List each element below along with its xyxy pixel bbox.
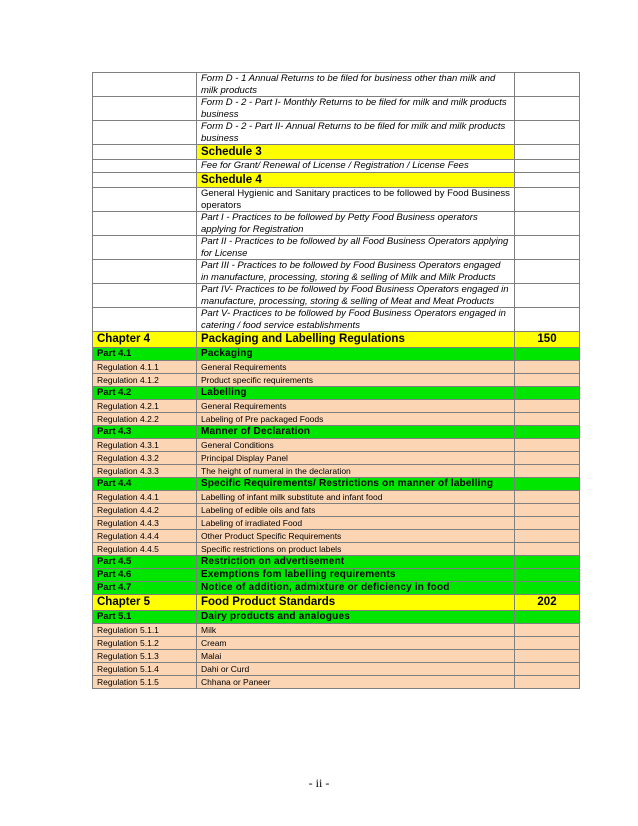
toc-page-cell <box>515 543 580 556</box>
toc-page-cell: 150 <box>515 332 580 348</box>
toc-title-cell: Dahi or Curd <box>197 663 515 676</box>
toc-title-cell: Form D - 1 Annual Returns to be filed for business other than milk and milk products <box>197 73 515 97</box>
page-number: - ii - <box>308 776 330 790</box>
toc-page-cell <box>515 400 580 413</box>
toc-page-cell <box>515 624 580 637</box>
toc-id-cell <box>93 145 197 160</box>
toc-row-sched-sub <box>93 160 580 173</box>
toc-title-cell: Malai <box>197 650 515 663</box>
toc-row-sched <box>93 145 580 160</box>
toc-row-part <box>93 478 580 491</box>
toc-row-reg <box>93 400 580 413</box>
toc-row-part <box>93 582 580 595</box>
toc-page-cell <box>515 569 580 582</box>
toc-id-cell: Regulation 4.3.2 <box>93 452 197 465</box>
toc-id-cell: Regulation 5.1.1 <box>93 624 197 637</box>
toc-title-cell: Packaging <box>197 348 515 361</box>
toc-title-cell: Fee for Grant/ Renewal of License / Registration / License Fees <box>197 160 515 173</box>
toc-row-reg <box>93 439 580 452</box>
toc-title-cell: General Hygienic and Sanitary practices to be followed by Food Business operators <box>197 188 515 212</box>
toc-title-cell: Exemptions fom labelling requirements <box>197 569 515 582</box>
toc-page-cell <box>515 478 580 491</box>
toc-title-cell: General Requirements <box>197 361 515 374</box>
toc-page-cell <box>515 348 580 361</box>
toc-id-cell: Regulation 4.2.2 <box>93 413 197 426</box>
toc-id-cell: Regulation 4.1.1 <box>93 361 197 374</box>
toc-page-cell <box>515 121 580 145</box>
toc-title-cell: Product specific requirements <box>197 374 515 387</box>
toc-id-cell <box>93 308 197 332</box>
toc-page-cell <box>515 97 580 121</box>
toc-title-cell: Manner of Declaration <box>197 426 515 439</box>
toc-title-cell: Part II - Practices to be followed by all Food Business Operators applying for License <box>197 236 515 260</box>
toc-id-cell: Regulation 4.4.4 <box>93 530 197 543</box>
toc-page-cell <box>515 413 580 426</box>
toc-row-reg <box>93 504 580 517</box>
toc-row-italic <box>93 236 580 260</box>
toc-row-reg <box>93 624 580 637</box>
toc-page-cell <box>515 637 580 650</box>
toc-id-cell: Regulation 4.3.3 <box>93 465 197 478</box>
toc-title-cell: Restriction on advertisement <box>197 556 515 569</box>
toc-page-cell <box>515 582 580 595</box>
toc-page-cell <box>515 663 580 676</box>
toc-row-reg <box>93 361 580 374</box>
toc-row-italic <box>93 284 580 308</box>
toc-id-cell: Regulation 4.3.1 <box>93 439 197 452</box>
toc-id-cell: Regulation 4.4.2 <box>93 504 197 517</box>
toc-page-cell <box>515 556 580 569</box>
toc-row-chapter <box>93 595 580 611</box>
toc-page-cell <box>515 504 580 517</box>
toc-title-cell: Labeling of irradiated Food <box>197 517 515 530</box>
toc-title-cell: Labelling of infant milk substitute and infant food <box>197 491 515 504</box>
toc-id-cell: Part 4.4 <box>93 478 197 491</box>
toc-title-cell: Notice of addition, admixture or deficiency in food <box>197 582 515 595</box>
toc-id-cell: Regulation 5.1.3 <box>93 650 197 663</box>
toc-page-cell <box>515 676 580 689</box>
toc-page-cell <box>515 188 580 212</box>
toc-page-cell <box>515 611 580 624</box>
toc-page-cell <box>515 374 580 387</box>
toc-title-cell: Part I - Practices to be followed by Petty Food Business operators applying for Registration <box>197 212 515 236</box>
toc-title-cell: Packaging and Labelling Regulations <box>197 332 515 348</box>
toc-row-italic <box>93 260 580 284</box>
toc-title-cell: Part V- Practices to be followed by Food Business Operators engaged in catering / food service establishments <box>197 308 515 332</box>
toc-row-part <box>93 569 580 582</box>
toc-title-cell: Food Product Standards <box>197 595 515 611</box>
toc-row-reg <box>93 491 580 504</box>
toc-title-cell: Form D - 2 - Part II- Annual Returns to be filed for milk and milk products business <box>197 121 515 145</box>
toc-title-cell: Labeling of edible oils and fats <box>197 504 515 517</box>
toc-row-reg <box>93 452 580 465</box>
toc-id-cell <box>93 121 197 145</box>
toc-page-cell <box>515 73 580 97</box>
toc-title-cell: Part III - Practices to be followed by Food Business Operators engaged in manufacture, processing, storing & selling of Milk and Milk Products <box>197 260 515 284</box>
toc-id-cell: Part 4.6 <box>93 569 197 582</box>
toc-id-cell: Regulation 5.1.4 <box>93 663 197 676</box>
toc-page-cell <box>515 452 580 465</box>
toc-title-cell: Form D - 2 - Part I- Monthly Returns to be filed for milk and milk products business <box>197 97 515 121</box>
toc-id-cell <box>93 188 197 212</box>
toc-row-reg <box>93 465 580 478</box>
toc-page-cell <box>515 212 580 236</box>
toc-title-cell: Dairy products and analogues <box>197 611 515 624</box>
toc-title-cell: Principal Display Panel <box>197 452 515 465</box>
toc-page-cell <box>515 308 580 332</box>
toc-id-cell: Regulation 5.1.2 <box>93 637 197 650</box>
toc-id-cell: Part 4.7 <box>93 582 197 595</box>
toc-id-cell: Regulation 4.1.2 <box>93 374 197 387</box>
toc-row-italic <box>93 308 580 332</box>
toc-row-part <box>93 556 580 569</box>
toc-id-cell: Part 4.2 <box>93 387 197 400</box>
toc-row-reg <box>93 374 580 387</box>
toc-page-cell <box>515 650 580 663</box>
toc-title-cell: Milk <box>197 624 515 637</box>
toc-row-sched <box>93 173 580 188</box>
toc-title-cell: Specific Requirements/ Restrictions on manner of labelling <box>197 478 515 491</box>
toc-title-cell: Other Product Specific Requirements <box>197 530 515 543</box>
toc-id-cell <box>93 73 197 97</box>
toc-page-cell <box>515 284 580 308</box>
toc-title-cell: Cream <box>197 637 515 650</box>
toc-id-cell <box>93 284 197 308</box>
toc-body <box>93 73 580 689</box>
toc-row-reg <box>93 517 580 530</box>
toc-title-cell: Labeling of Pre packaged Foods <box>197 413 515 426</box>
toc-table <box>92 72 580 689</box>
toc-title-cell: General Requirements <box>197 400 515 413</box>
toc-row-reg <box>93 650 580 663</box>
toc-id-cell: Chapter 4 <box>93 332 197 348</box>
toc-title-cell: Part IV- Practices to be followed by Food Business Operators engaged in manufacture, processing, storing & selling of Meat and Meat Products <box>197 284 515 308</box>
toc-title-cell: Chhana or Paneer <box>197 676 515 689</box>
toc-row-part <box>93 348 580 361</box>
toc-id-cell: Regulation 4.4.1 <box>93 491 197 504</box>
toc-page-cell <box>515 491 580 504</box>
toc-page-cell <box>515 145 580 160</box>
toc-id-cell <box>93 173 197 188</box>
toc-title-cell: General Conditions <box>197 439 515 452</box>
toc-title-cell: The height of numeral in the declaration <box>197 465 515 478</box>
toc-id-cell <box>93 212 197 236</box>
toc-title-cell: Specific restrictions on product labels <box>197 543 515 556</box>
toc-page-cell: 202 <box>515 595 580 611</box>
toc-id-cell: Regulation 5.1.5 <box>93 676 197 689</box>
toc-row-reg <box>93 413 580 426</box>
toc-page-cell <box>515 439 580 452</box>
toc-page-cell <box>515 173 580 188</box>
toc-page-cell <box>515 426 580 439</box>
toc-page-cell <box>515 236 580 260</box>
toc-id-cell: Part 4.5 <box>93 556 197 569</box>
toc-id-cell <box>93 97 197 121</box>
toc-row-italic <box>93 97 580 121</box>
toc-row-part <box>93 426 580 439</box>
toc-row-reg <box>93 543 580 556</box>
toc-title-cell: Schedule 3 <box>197 145 515 160</box>
toc-id-cell: Part 5.1 <box>93 611 197 624</box>
toc-page-cell <box>515 465 580 478</box>
toc-row-part <box>93 387 580 400</box>
toc-row-italic <box>93 121 580 145</box>
toc-id-cell: Part 4.3 <box>93 426 197 439</box>
toc-page-cell <box>515 517 580 530</box>
toc-title-cell: Schedule 4 <box>197 173 515 188</box>
toc-page-cell <box>515 260 580 284</box>
toc-row-plain <box>93 188 580 212</box>
toc-id-cell: Regulation 4.4.5 <box>93 543 197 556</box>
toc-id-cell: Chapter 5 <box>93 595 197 611</box>
toc-row-italic <box>93 73 580 97</box>
toc-id-cell <box>93 160 197 173</box>
toc-row-part <box>93 611 580 624</box>
toc-row-reg <box>93 530 580 543</box>
toc-id-cell: Part 4.1 <box>93 348 197 361</box>
toc-row-chapter <box>93 332 580 348</box>
toc-row-reg <box>93 676 580 689</box>
toc-id-cell <box>93 236 197 260</box>
toc-page-cell <box>515 530 580 543</box>
toc-row-reg <box>93 663 580 676</box>
toc-page-cell <box>515 160 580 173</box>
toc-page-cell <box>515 387 580 400</box>
toc-title-cell: Labelling <box>197 387 515 400</box>
toc-id-cell: Regulation 4.4.3 <box>93 517 197 530</box>
toc-id-cell: Regulation 4.2.1 <box>93 400 197 413</box>
toc-id-cell <box>93 260 197 284</box>
toc-row-italic <box>93 212 580 236</box>
toc-page-cell <box>515 361 580 374</box>
toc-row-reg <box>93 637 580 650</box>
